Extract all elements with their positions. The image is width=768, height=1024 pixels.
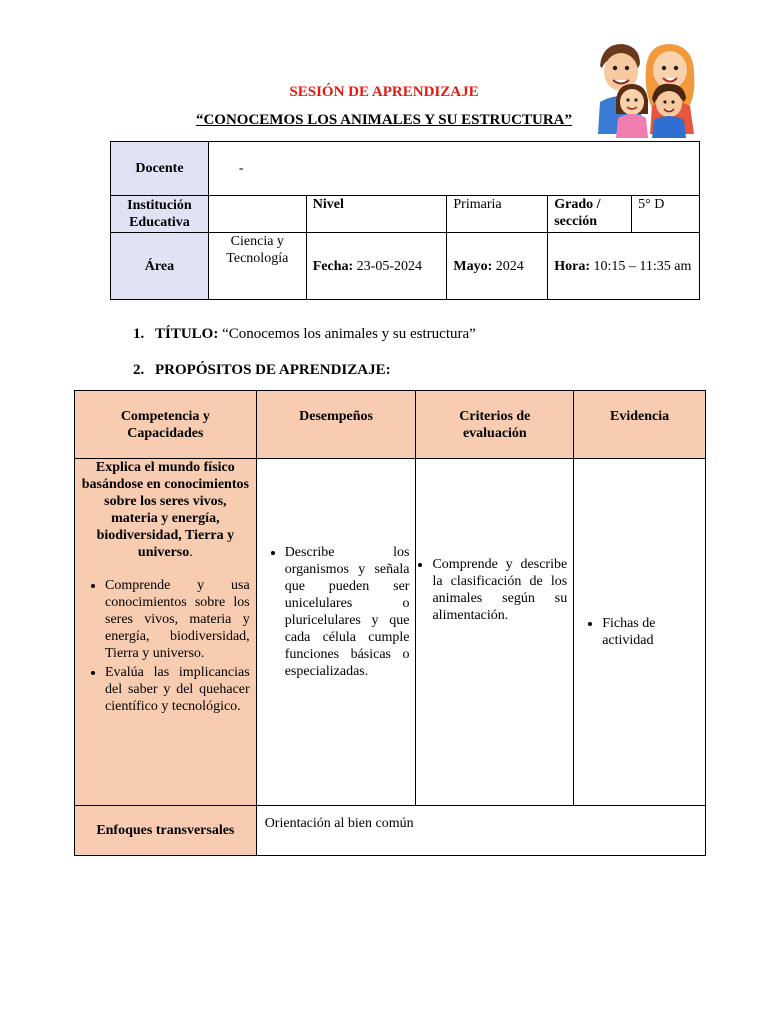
list-item: • Comprende y describe la clasificación de los animales según su alimentación. [432,556,567,624]
list-item: • Evalúa las implicancias del saber y del quehacer científico y tecnológico. [105,664,250,715]
enfoques-label: Enfoques transversales [75,806,257,856]
fecha-cell [306,233,447,300]
docente-value: - [208,142,699,196]
header-competencia: Competencia y Capacidades [75,391,257,459]
section-heading: PROPÓSITOS DE APRENDIZAJE: [155,362,391,378]
grado-value: 5° D [632,196,700,233]
hora-label: Hora: [554,258,590,274]
session-info-table [110,141,700,300]
area-label: Área [111,233,209,300]
criterio-cell [416,459,574,806]
section-number: 1. [133,326,145,342]
fecha-label: Fecha: [312,258,354,274]
area-value: Ciencia y Tecnología [208,233,306,300]
titulo-text: “Conocemos los animales y su estructura” [222,326,476,342]
docente-label: Docente [111,142,209,196]
fecha-value: 23-05-2024 [356,258,422,274]
list-item: • Comprende y usa conocimientos sobre los seres vivos, materia y energía, biodiversidad, Tierra y universo. [105,577,250,662]
list-item: • Fichas de actividad [602,615,699,649]
section-propositos [133,362,391,379]
header-criterios: Criterios de evaluación [416,391,574,459]
institucion-label: Institución Educativa [111,196,209,233]
enfoques-value: Orientación al bien común [256,806,705,856]
desempeno-cell [256,459,416,806]
section-number: 2. [133,362,145,378]
header-evidencia: Evidencia [574,391,706,459]
section-titulo [133,326,476,343]
institucion-value [208,196,306,233]
section-heading: TÍTULO: [155,326,219,342]
nivel-label: Nivel [306,196,447,233]
competencia-title: Explica el mundo físico basándose en conocimientos sobre los seres vivos, materia y energía, biodiversidad, Tierra y universo [81,460,249,560]
family-illustration [590,38,702,138]
mayo-value: 2024 [495,258,524,274]
competencia-text: Explica el mundo físico basándose en conocimientos sobre los seres vivos, materia y energía, biodiversidad, Tierra y universo. [81,460,249,560]
evidencia-cell [574,459,706,806]
list-item: • Describe los organismos y señala que pueden ser unicelulares o pluricelulares y que cada célula cumple funciones básicas o especializadas. [285,544,410,680]
hora-cell [548,233,700,300]
mayo-cell [447,233,548,300]
grado-label: Grado / sección [548,196,632,233]
mayo-label: Mayo: [453,258,493,274]
page-title: SESIÓN DE APRENDIZAJE [289,84,479,100]
nivel-value: Primaria [447,196,548,233]
hora-value: 10:15 – 11:35 am [593,258,692,274]
purposes-table [74,390,706,856]
capacidades-list [81,577,250,715]
competencia-cell [75,459,257,806]
session-subtitle: “CONOCEMOS LOS ANIMALES Y SU ESTRUCTURA” [195,112,573,128]
header-desempenos: Desempeños [256,391,416,459]
